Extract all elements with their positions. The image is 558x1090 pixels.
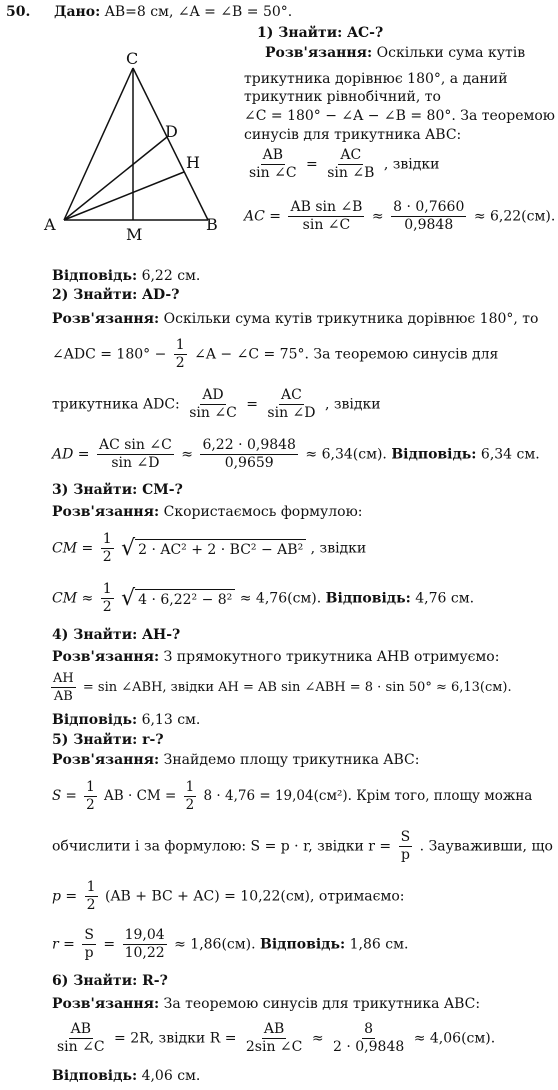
fraction: $\frac{1}{2}$: [175, 337, 185, 371]
fraction: $\frac{8 \cdot 0,7660}{0,9848}$: [393, 199, 465, 233]
label-d: D: [165, 122, 178, 141]
fraction: $\frac{19,04}{10,22}$: [124, 927, 165, 961]
part4-answer: Відповідь: 6,13 см.: [52, 712, 201, 728]
part1-ratio: $\frac{AB}{\sin \angle C}$ = $\frac{AC}{\sin \angle B}$ , звідки: [249, 147, 440, 181]
part1-answer: Відповідь: 6,22 см.: [52, 268, 201, 284]
part5-radius: r = $\frac{S}{p}$ = $\frac{19,04}{10,22}$ ≈ 1,86(см). Відповідь: 1,86 см.: [52, 927, 409, 961]
part2-ratio: трикутника ADC: $\frac{AD}{\sin \angle C}$ = $\frac{AC}{\sin \angle D}$ , звідки: [52, 387, 381, 421]
fraction: $\frac{S}{p}$: [400, 829, 411, 863]
part6-answer: Відповідь: 4,06 см.: [52, 1068, 201, 1084]
fraction: $\frac{1}{2}$: [102, 531, 112, 565]
part1-line5: синусів для трикутника ABC:: [244, 127, 462, 143]
fraction: $\frac{1}{2}$: [102, 581, 112, 615]
fraction: $\frac{8}{2 \cdot 0,9848}$: [333, 1021, 405, 1055]
given-label: Дано:: [54, 4, 101, 20]
part1-sol-label: Розв'язання:: [265, 45, 373, 61]
part6-formula: $\frac{AB}{\sin \angle C}$ = 2R, звідки R = $\frac{AB}{2\sin \angle C}$ ≈ $\frac{8}{2 \cdot 0,9848}$ ≈ 4,06(см).: [57, 1021, 496, 1055]
square-root: √ 2 · AC² + 2 · BC² − AB²: [121, 539, 306, 559]
label-h: H: [186, 153, 200, 172]
part1-line4: ∠C = 180° − ∠A − ∠B = 80°. За теоремою: [244, 108, 555, 124]
fraction: $\frac{AH}{AB}$: [53, 671, 74, 704]
square-root: √ 4 · 6,22² − 8²: [121, 589, 235, 609]
part2-calc: AD = $\frac{\text{AC sin ∠C}}{\sin \angle D}$ ≈ $\frac{6,22 \cdot 0,9848}{0,9659}$ ≈ 6,34(см). Відповідь: 6,34 см.: [52, 437, 540, 471]
part1-calc: AC = $\frac{\text{AB sin ∠B}}{\sin \angle C}$ ≈ $\frac{8 \cdot 0,7660}{0,9848}$ ≈ 6,22(см).: [244, 199, 556, 233]
fraction: $\frac{6,22 \cdot 0,9848}{0,9659}$: [202, 437, 296, 471]
part4-solution: Розв'язання: З прямокутного трикутника AHB отримуємо:: [52, 649, 500, 665]
part1-sol-text: Оскільки сума кутів: [376, 45, 526, 61]
part5-perimeter: p = $\frac{1}{2}$ (AB + BC + AC) = 10,22(см), отримаємо:: [52, 879, 405, 913]
part6-find: 6) Знайти: R-?: [52, 973, 168, 989]
fraction: $\frac{AD}{\sin \angle C}$: [189, 387, 237, 421]
fraction: $\frac{AB}{\sin \angle C}$: [57, 1021, 105, 1055]
fraction: $\frac{1}{2}$: [185, 779, 195, 813]
part1-solution: [265, 45, 525, 61]
part4-formula: $\frac{AH}{AB}$ = sin ∠ABH, звідки AH = AB sin ∠ABH = 8 · sin 50° ≈ 6,13(см).: [53, 671, 512, 704]
fraction: $\frac{S}{p}$: [84, 927, 94, 961]
part4-find: 4) Знайти: AH-?: [52, 627, 181, 643]
part3-solution: Розв'язання: Скористаємось формулою:: [52, 504, 363, 520]
label-b: B: [206, 215, 218, 234]
part3-calc: CM ≈ $\frac{1}{2}$ √ 4 · 6,22² − 8² ≈ 4,76(см). Відповідь: 4,76 см.: [52, 581, 475, 615]
fraction: $\frac{AB}{2\sin \angle C}$: [245, 1021, 303, 1055]
fraction: $\frac{1}{2}$: [86, 879, 96, 913]
part5-find: 5) Знайти: r-?: [52, 732, 164, 748]
part2-solution: Розв'язання: Оскільки сума кутів трикутника дорівнює 180°, то: [52, 311, 539, 327]
fraction: $\frac{AC}{\sin \angle B}$: [327, 147, 375, 181]
part1-find: 1) Знайти: AC-?: [257, 25, 384, 41]
label-c: C: [126, 50, 139, 68]
part3-formula: CM = $\frac{1}{2}$ √ 2 · AC² + 2 · BC² − AB² , звідки: [52, 531, 367, 565]
given-line: [54, 4, 292, 20]
part5-area: S = $\frac{1}{2}$ AB · CM = $\frac{1}{2}$ 8 · 4,76 = 19,04(см²). Крім того, площу можна: [52, 779, 533, 813]
fraction: $\frac{AC}{\sin \angle D}$: [267, 387, 316, 421]
part3-find: 3) Знайти: CM-?: [52, 482, 183, 498]
part6-solution: Розв'язання: За теоремою синусів для трикутника ABC:: [52, 996, 481, 1012]
part1-line2: трикутника дорівнює 180°, а даний: [244, 71, 508, 87]
side-bc: [133, 68, 208, 220]
part5-line-b: обчислити і за формулою: S = p · r, звідки r = $\frac{S}{p}$ . Зауваживши, що: [52, 829, 553, 863]
fraction: $\frac{1}{2}$: [86, 779, 95, 813]
fraction: $\frac{AB}{\sin \angle C}$: [249, 147, 297, 181]
triangle-figure: [40, 50, 240, 240]
part2-angle-eq: ∠ADC = 180° − $\frac{1}{2}$ ∠A − ∠C = 75°. За теоремою синусів для: [52, 337, 499, 371]
part2-find: 2) Знайти: AD-?: [52, 287, 180, 303]
fraction: $\frac{\text{AB sin ∠B}}{\sin \angle C}$: [290, 199, 363, 233]
segment-ad: [64, 137, 167, 220]
part1-line3: трикутник рівнобічний, то: [244, 89, 441, 105]
problem-number: 50.: [6, 4, 31, 20]
part5-solution: Розв'язання: Знайдемо площу трикутника ABC:: [52, 752, 420, 768]
fraction: $\frac{\text{AC sin ∠C}}{\sin \angle D}$: [98, 437, 172, 471]
label-a: A: [44, 215, 56, 234]
given-text: AB=8 см, ∠A = ∠B = 50°.: [104, 4, 293, 20]
label-m: M: [126, 225, 143, 240]
